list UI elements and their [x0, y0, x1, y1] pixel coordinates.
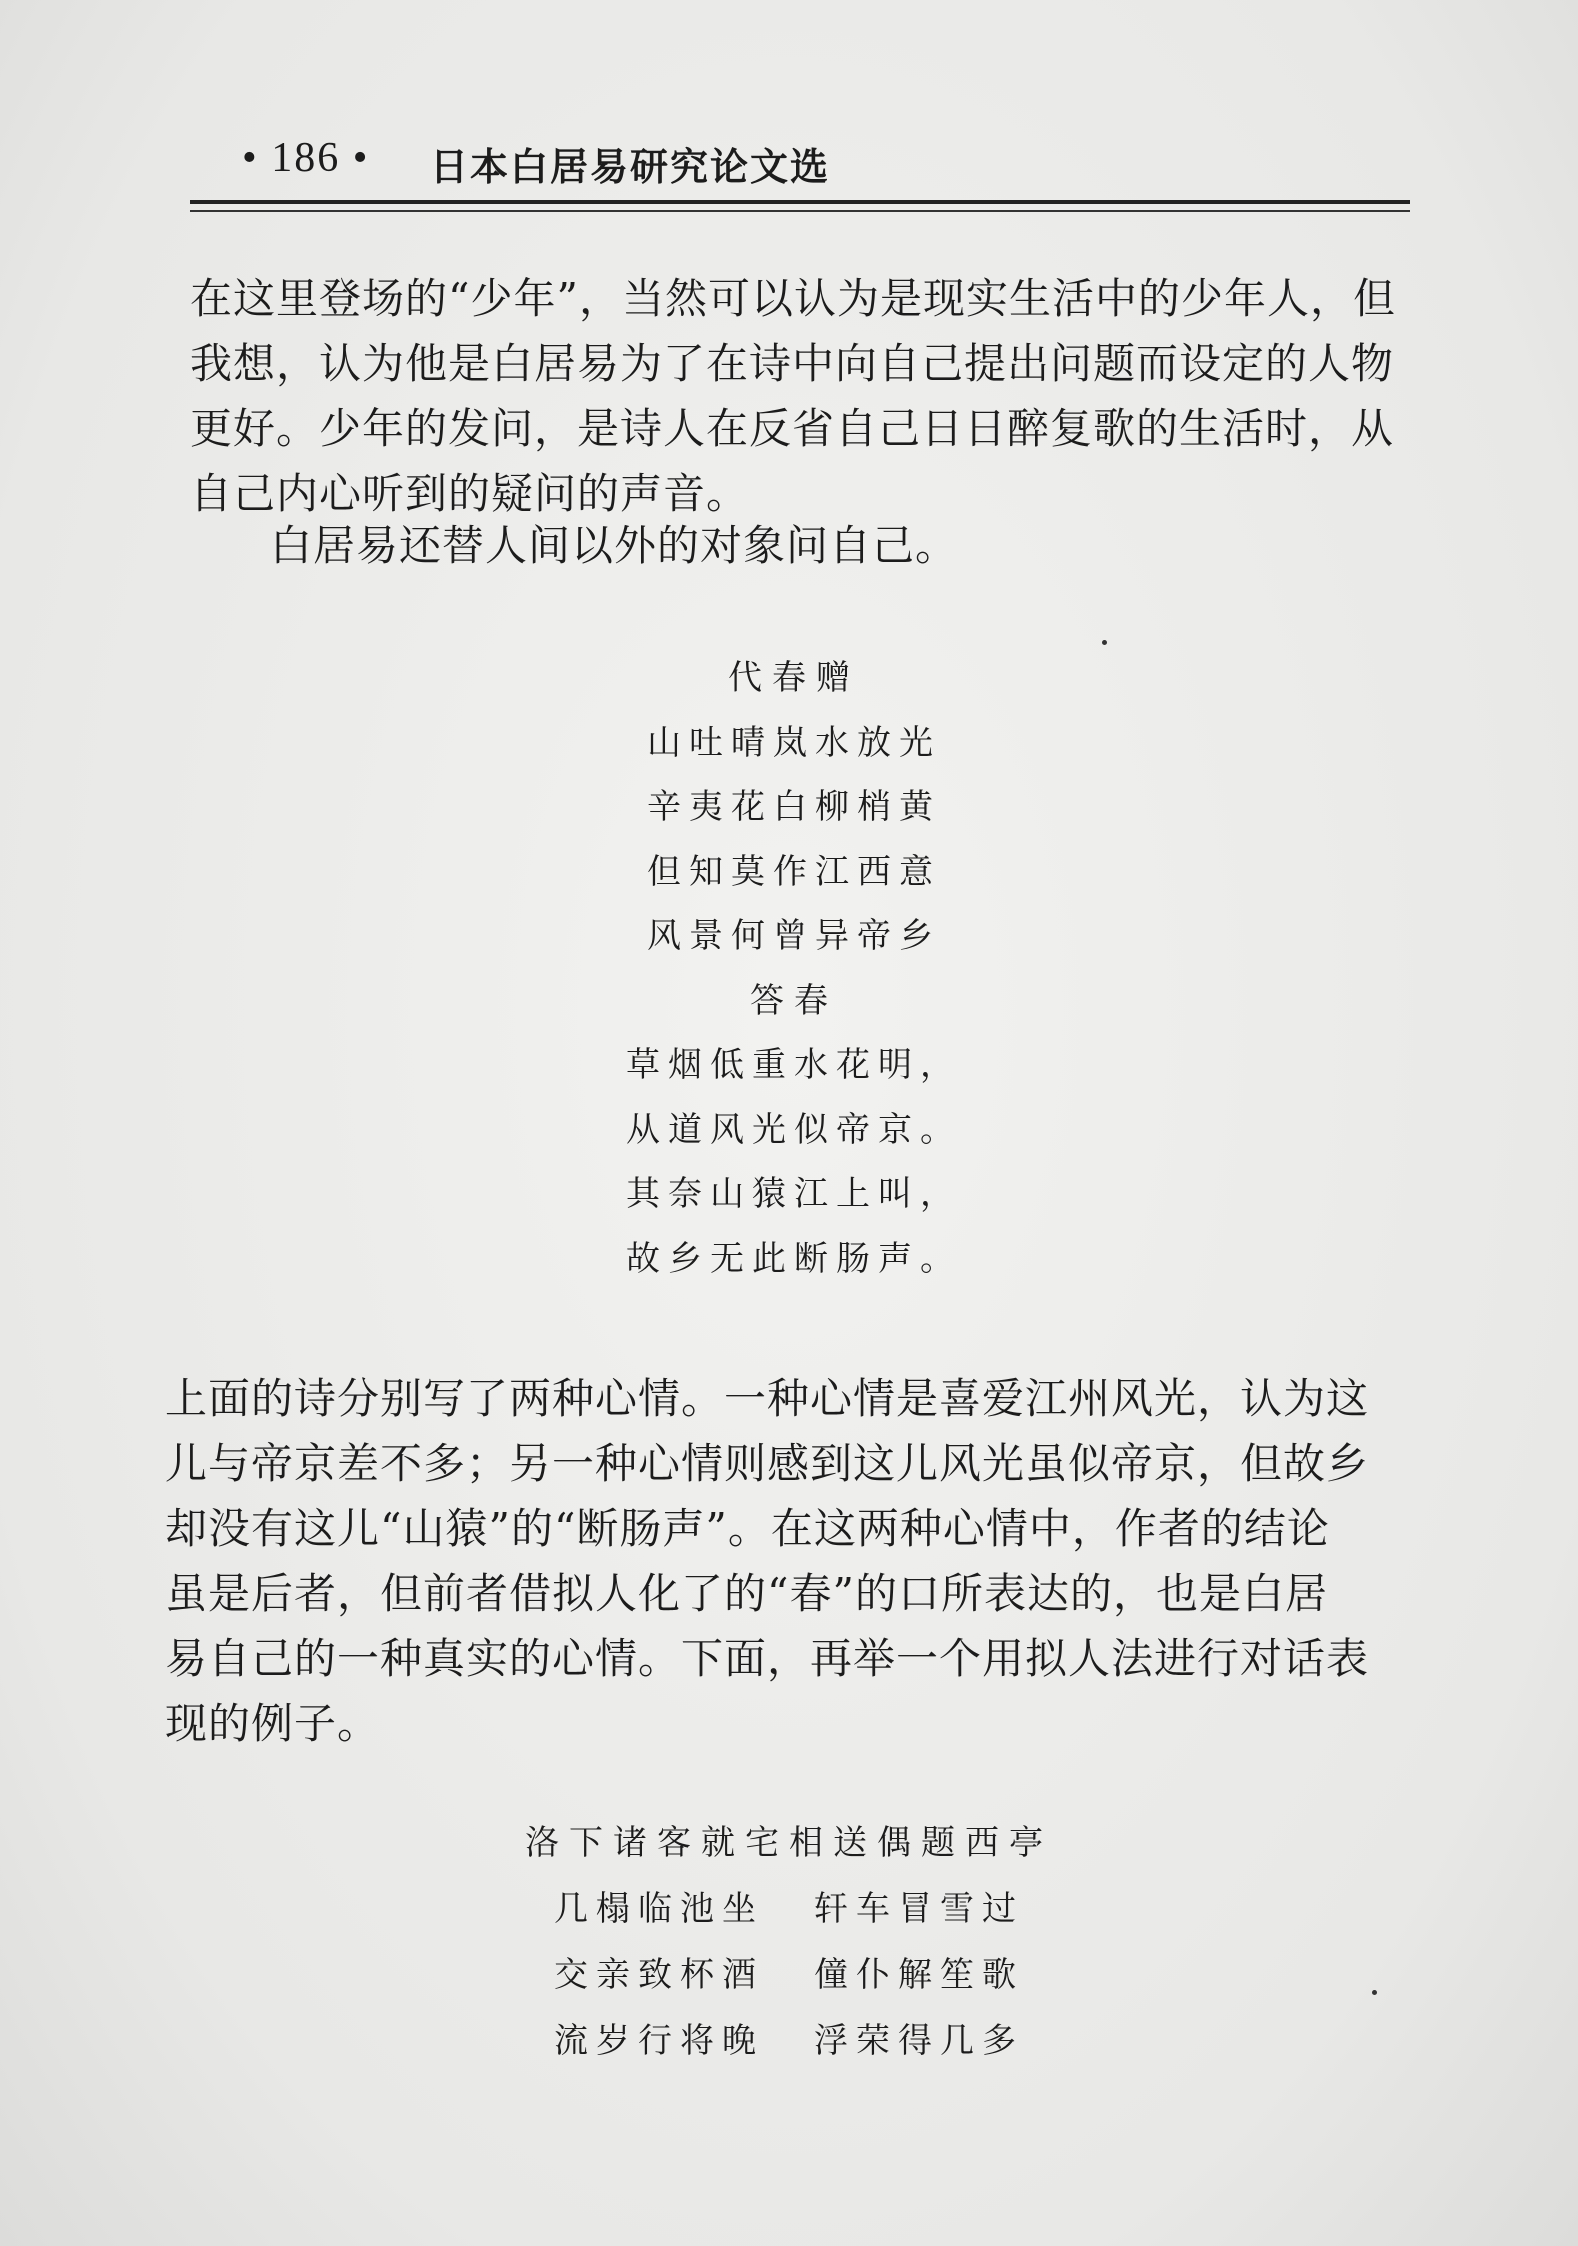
paragraph-3: [165, 1366, 1369, 1756]
print-speck: [1102, 640, 1107, 645]
poem-line: 辛夷花白柳梢黄: [647, 787, 941, 827]
poem-line: 故乡无此断肠声。: [626, 1238, 962, 1279]
poem-line: 但知莫作江西意: [647, 851, 941, 892]
poem-line: 山吐晴岚水放光: [647, 722, 941, 763]
poem-line: 交亲致杯酒: [554, 1955, 764, 1995]
paragraph-2: [270, 513, 958, 578]
poem-couplet: [0, 1942, 1578, 2008]
poem-line: 浮荣得几多: [814, 2021, 1024, 2061]
paragraph-1: [190, 266, 1396, 526]
text-line: 白居易还替人间以外的对象问自己。: [270, 521, 959, 570]
page-header: [190, 128, 1410, 198]
poem-line: 僮仆解笙歌: [814, 1955, 1024, 1995]
text-line: 我想，认为他是白居易为了在诗中向自己提出问题而设定的人物: [190, 339, 1395, 388]
poem-couplet: [0, 2008, 1578, 2074]
running-title: 日本白居易研究论文选: [430, 145, 831, 189]
poem-line: 几榻临池坐: [554, 1889, 764, 1929]
text-line: 却没有这儿“山猿”的“断肠声”。在这两种心情中，作者的结论: [165, 1504, 1330, 1553]
poem-line: 流岁行将晚: [554, 2021, 764, 2061]
text-line: 自己内心听到的疑问的声音。: [190, 469, 750, 518]
text-line: 儿与帝京差不多；另一种心情则感到这儿风光虽似帝京，但故乡: [165, 1439, 1370, 1488]
text-line: 更好。少年的发问，是诗人在反省自己日日醉复歌的生活时，从: [190, 404, 1395, 453]
text-line: 在这里登场的“少年”，当然可以认为是现实生活中的少年人，但: [190, 274, 1396, 323]
poem-title: 代春赠: [728, 658, 860, 698]
text-line: 现的例子。: [165, 1699, 381, 1748]
poem-line: 草烟低重水花明，: [626, 1045, 962, 1085]
poem-title: 答春: [750, 980, 838, 1021]
poem-line: 轩车冒雪过: [814, 1889, 1024, 1929]
poem-exchange: [0, 646, 1578, 1291]
page-number: • 186 •: [242, 135, 370, 181]
poem-west-pavilion: [0, 1810, 1578, 2074]
poem-line: 其奈山猿江上叫，: [626, 1174, 962, 1214]
poem-title: 洛下诸客就宅相送偶题西亭: [525, 1823, 1053, 1863]
header-rule: [190, 200, 1410, 204]
poem-line: 从道风光似帝京。: [626, 1109, 962, 1150]
text-line: 虽是后者，但前者借拟人化了的“春”的口所表达的，也是白居: [165, 1569, 1328, 1618]
text-line: 易自己的一种真实的心情。下面，再举一个用拟人法进行对话表: [165, 1634, 1370, 1683]
text-line: 上面的诗分别写了两种心情。一种心情是喜爱江州风光，认为这: [165, 1374, 1370, 1423]
header-rule-thin: [190, 210, 1410, 212]
poem-line: 风景何曾异帝乡: [647, 916, 941, 956]
poem-couplet: [0, 1876, 1578, 1942]
print-speck: [1372, 1990, 1377, 1995]
